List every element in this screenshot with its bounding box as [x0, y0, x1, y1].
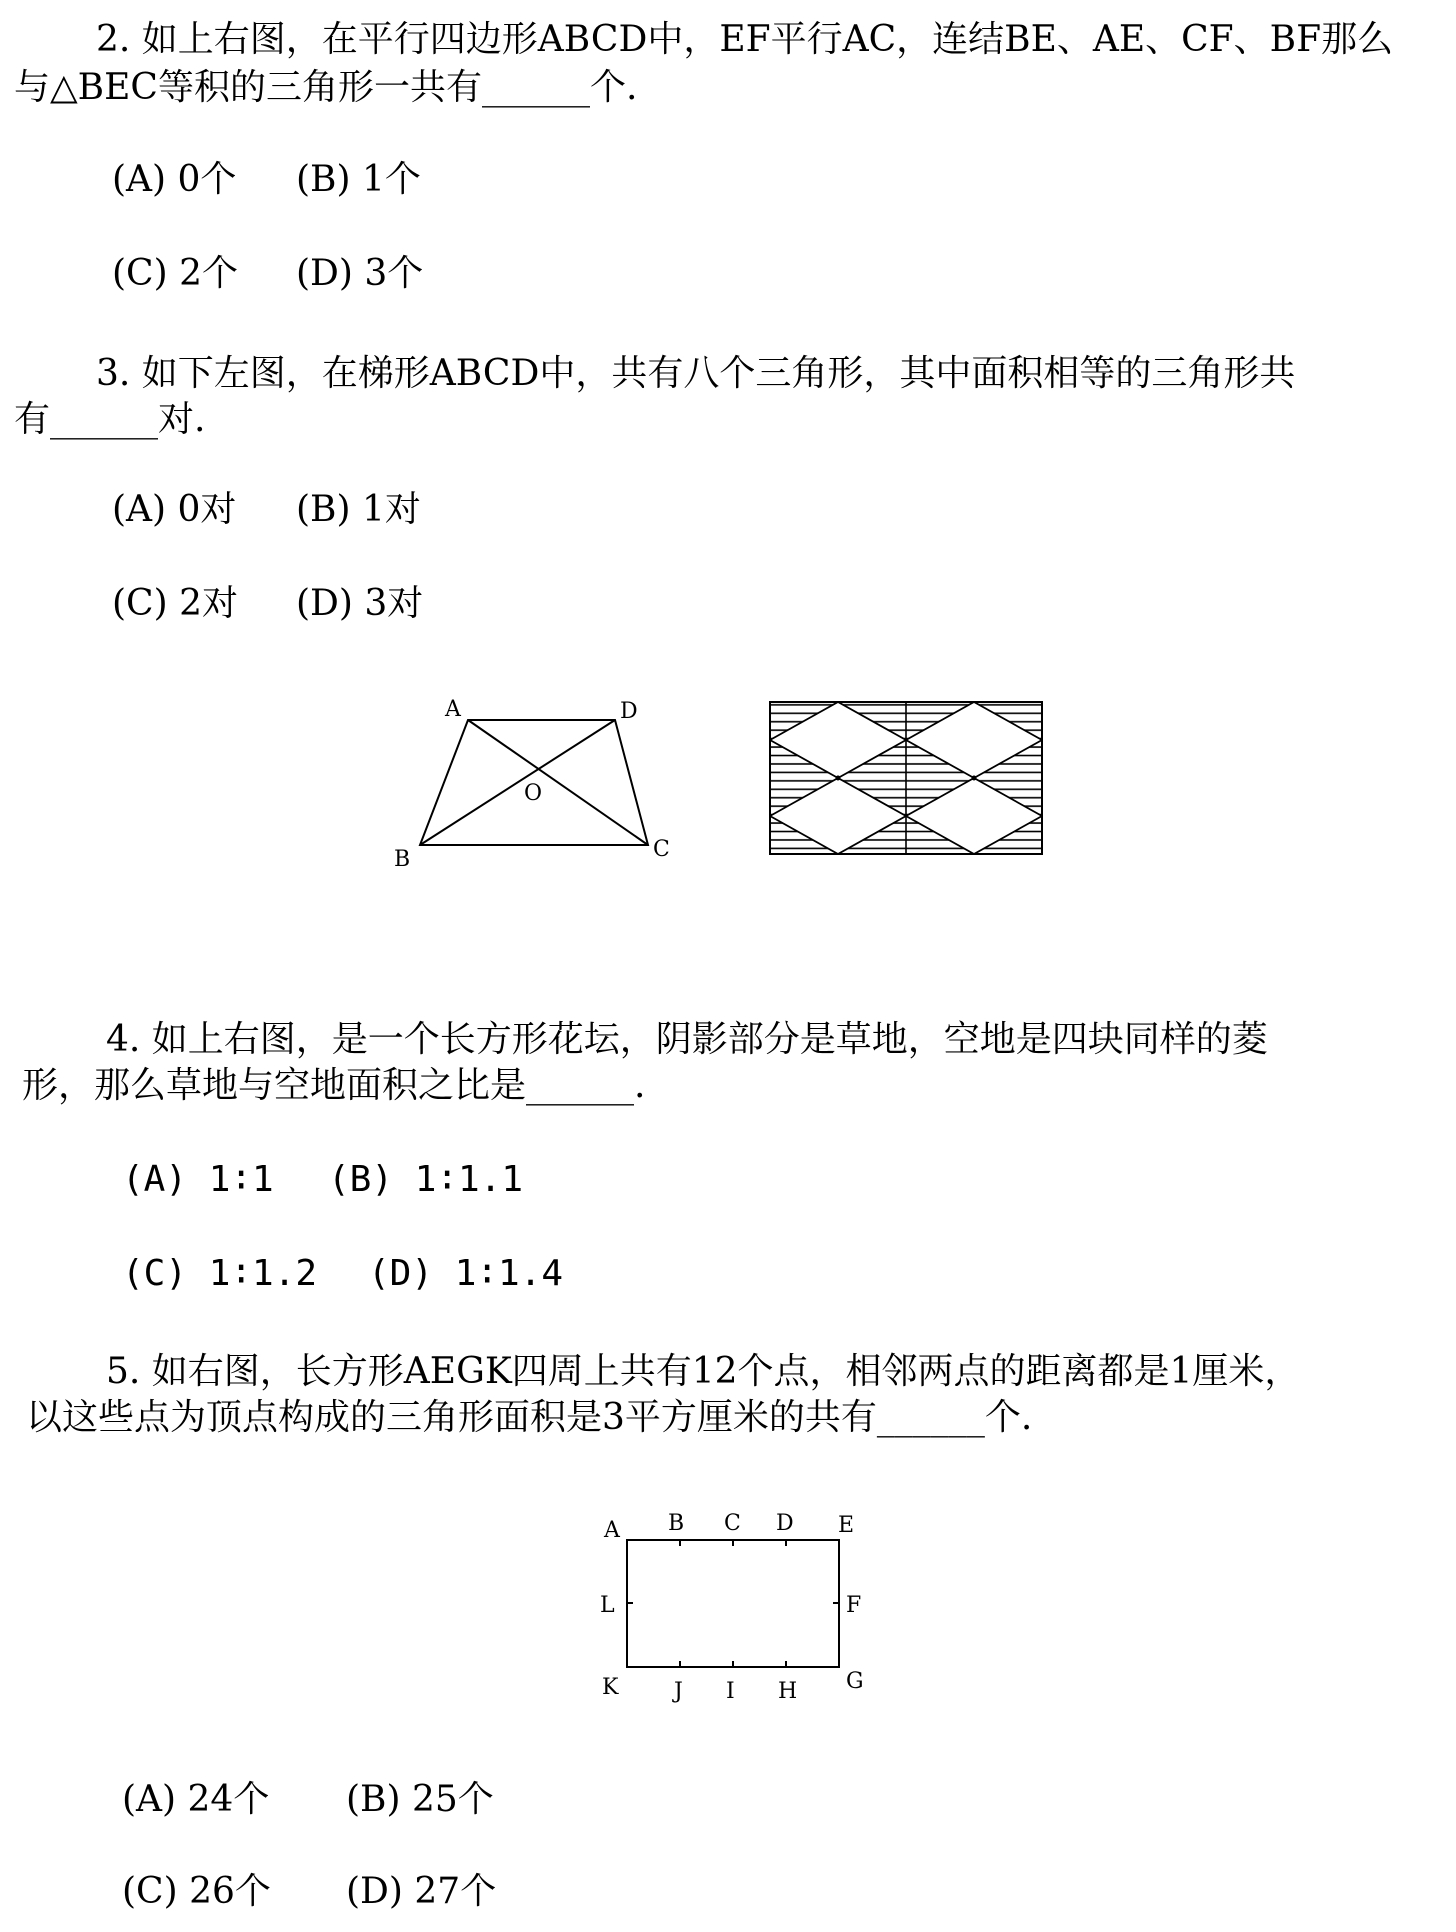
q4-options-row1 [122, 1158, 523, 1202]
diagonal-ac [468, 720, 648, 845]
q4-option-b: (B) 1∶1.1 [328, 1159, 524, 1200]
point-e: E [838, 1513, 855, 1538]
q3-option-d: (D) 3对 [296, 583, 424, 624]
point-a: A [604, 1518, 620, 1543]
q5-option-c: (C) 26个 [122, 1871, 271, 1912]
q5-text-line1: 5. 如右图，长方形AEGK四周上共有12个点，相邻两点的距离都是1厘米， [106, 1351, 1301, 1392]
diagonal-bd [420, 720, 615, 845]
label-a: A [445, 697, 461, 722]
q5-text-line2: 以这些点为顶点构成的三角形面积是3平方厘米的共有______个. [26, 1397, 1033, 1438]
q2-options-row1 [112, 158, 421, 202]
q4-text-line2: 形，那么草地与空地面积之比是______. [22, 1065, 646, 1106]
point-d: D [776, 1511, 794, 1536]
point-b: B [668, 1511, 685, 1536]
q2-options-row2 [112, 252, 423, 296]
point-i: I [726, 1679, 735, 1704]
q5-option-d: (D) 27个 [346, 1871, 497, 1912]
q2-text-line1: 2. 如上右图，在平行四边形ABCD中，EF平行AC，连结BE、AE、CF、BF那么 [96, 19, 1394, 60]
flowerbed-figure [760, 695, 1050, 860]
label-c: C [653, 837, 670, 862]
q3-text-line1: 3. 如下左图，在梯形ABCD中，共有八个三角形，其中面积相等的三角形共 [96, 353, 1296, 394]
q4-option-a: (A) 1∶1 [122, 1159, 274, 1200]
label-d: D [620, 699, 638, 724]
point-l: L [600, 1593, 615, 1618]
trapezoid-figure [380, 690, 680, 880]
point-k: K [602, 1675, 619, 1700]
point-f: F [846, 1593, 862, 1618]
q3-option-a: (A) 0对 [112, 489, 237, 530]
q5-options-row2 [122, 1870, 496, 1914]
q2-option-b: (B) 1个 [296, 159, 421, 200]
q5-options-row1 [122, 1778, 494, 1822]
q4-text-line1: 4. 如上右图，是一个长方形花坛，阴影部分是草地，空地是四块同样的菱 [106, 1019, 1268, 1060]
q3-options-row2 [112, 582, 423, 626]
point-j: J [674, 1679, 683, 1704]
q2-option-c: (C) 2个 [112, 253, 238, 294]
q4-option-d: (D) 1∶1.4 [368, 1253, 564, 1294]
q5-option-a: (A) 24个 [122, 1779, 270, 1820]
point-c: C [724, 1511, 741, 1536]
q2-option-d: (D) 3个 [296, 253, 424, 294]
q3-text-line2: 有______对. [14, 399, 206, 440]
q3-option-b: (B) 1对 [296, 489, 421, 530]
q5-option-b: (B) 25个 [346, 1779, 494, 1820]
point-g: G [846, 1669, 864, 1694]
rectangle-aegk-figure [590, 1505, 870, 1705]
label-o: O [524, 781, 543, 806]
point-h: H [778, 1679, 798, 1704]
q4-options-row2 [122, 1252, 563, 1296]
rectangle-aegk [627, 1540, 839, 1667]
label-b: B [394, 847, 411, 872]
q4-option-c: (C) 1∶1.2 [122, 1253, 318, 1294]
q2-option-a: (A) 0个 [112, 159, 237, 200]
q2-text-line2: 与△BEC等积的三角形一共有______个. [14, 67, 638, 108]
q3-options-row1 [112, 488, 421, 532]
q3-option-c: (C) 2对 [112, 583, 238, 624]
